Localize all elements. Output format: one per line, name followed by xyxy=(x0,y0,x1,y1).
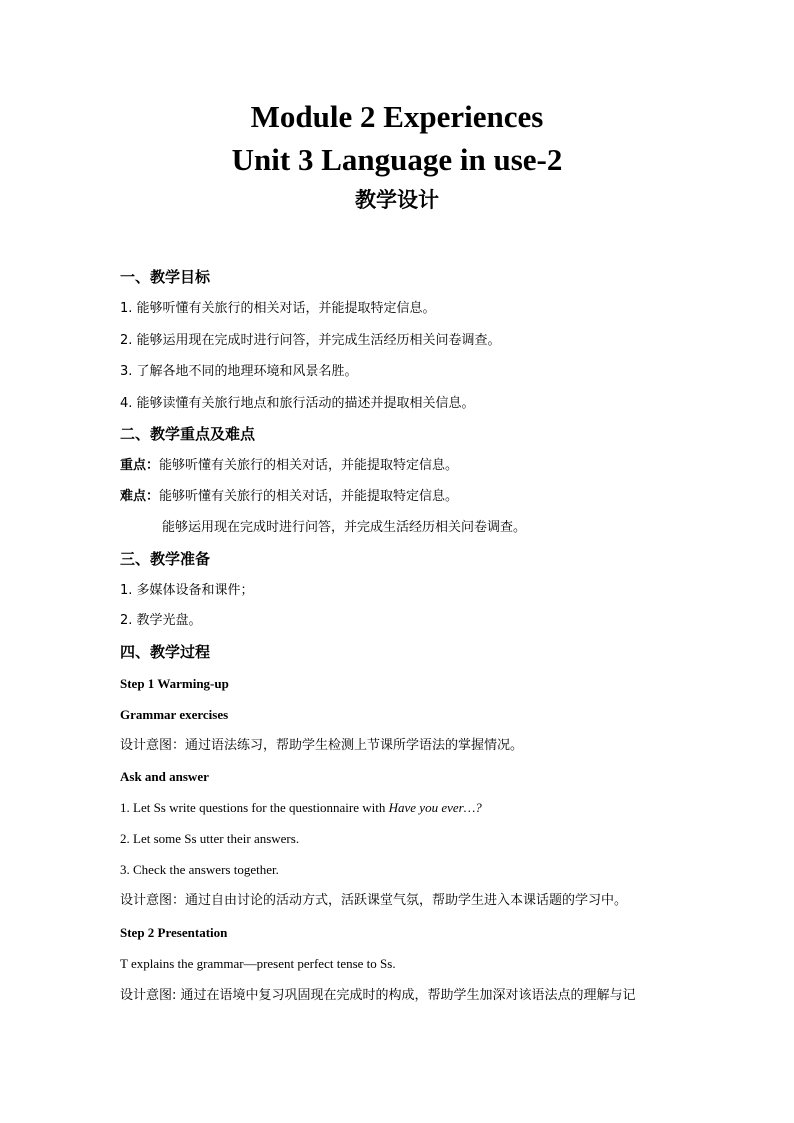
design-intent-1: 设计意图：通过语法练习，帮助学生检测上节课所学语法的掌握情况。 xyxy=(120,738,524,753)
section-heading-key-points: 二、教学重点及难点 xyxy=(120,425,256,443)
key-point-text: 能够听懂有关旅行的相关对话，并能提取特定信息。 xyxy=(159,458,459,473)
document-title-subtitle: 教学设计 xyxy=(355,188,439,212)
design-intent-3: 设计意图: 通过在语境中复习巩固现在完成时的构成，帮助学生加深对该语法点的理解与记 xyxy=(120,988,636,1003)
preparation-item: 2. 教学光盘。 xyxy=(120,613,202,628)
grammar-exercises-heading: Grammar exercises xyxy=(120,707,229,722)
key-point-line xyxy=(120,456,458,476)
explain-line: T explains the grammar—present perfect tense to Ss. xyxy=(120,956,396,971)
ask-item-1-text: 1. Let Ss write questions for the questionnaire with xyxy=(120,800,389,815)
design-intent-2: 设计意图：通过自由讨论的活动方式，活跃课堂气氛，帮助学生进入本课话题的学习中。 xyxy=(120,893,628,908)
difficult-point-line xyxy=(120,487,458,507)
section-heading-preparation: 三、教学准备 xyxy=(120,550,211,568)
difficult-point-text-2: 能够运用现在完成时进行问答，并完成生活经历相关问卷调查。 xyxy=(162,520,527,535)
ask-answer-heading: Ask and answer xyxy=(120,769,209,784)
ask-item-2: 2. Let some Ss utter their answers. xyxy=(120,831,300,846)
step-1-heading: Step 1 Warming-up xyxy=(120,676,229,691)
document-title-unit: Unit 3 Language in use-2 xyxy=(231,142,563,177)
ask-item-1-emphasis: Have you ever…? xyxy=(388,800,482,815)
section-heading-objectives: 一、教学目标 xyxy=(120,268,211,286)
key-point-label: 重点： xyxy=(120,458,160,473)
step-2-heading: Step 2 Presentation xyxy=(120,925,228,940)
objective-item: 2. 能够运用现在完成时进行问答，并完成生活经历相关问卷调查。 xyxy=(120,333,501,348)
objective-item: 4. 能够读懂有关旅行地点和旅行活动的描述并提取相关信息。 xyxy=(120,396,475,411)
objective-item: 3. 了解各地不同的地理环境和风景名胜。 xyxy=(120,364,358,379)
document-title-module: Module 2 Experiences xyxy=(250,99,544,134)
section-heading-process: 四、教学过程 xyxy=(120,643,211,661)
ask-item-1 xyxy=(120,798,482,818)
difficult-point-label: 难点： xyxy=(120,489,160,504)
objective-item: 1. 能够听懂有关旅行的相关对话，并能提取特定信息。 xyxy=(120,301,436,316)
ask-item-3: 3. Check the answers together. xyxy=(120,862,279,877)
difficult-point-text: 能够听懂有关旅行的相关对话，并能提取特定信息。 xyxy=(159,489,459,504)
preparation-item: 1. 多媒体设备和课件； xyxy=(120,583,254,598)
